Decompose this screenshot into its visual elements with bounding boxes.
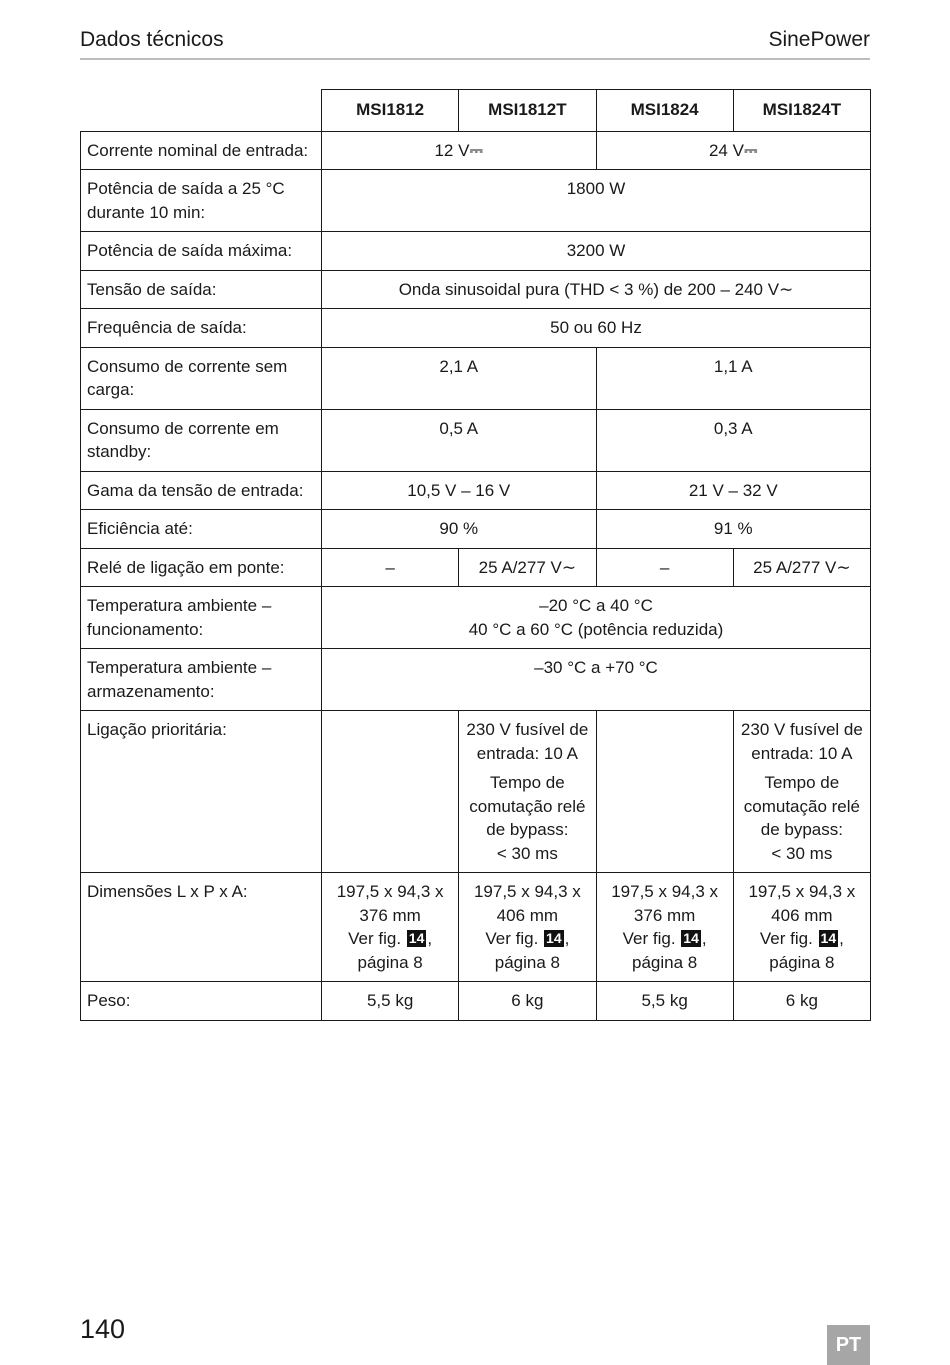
cell-value: 25 A/277 V∼ (459, 548, 596, 587)
cell-value: – (322, 548, 459, 587)
value-line: 230 V fusível de (740, 720, 863, 739)
figure-number-badge: 14 (820, 930, 837, 946)
value-line: comutação relé (469, 796, 586, 816)
cell-value: 21 V – 32 V (596, 471, 871, 510)
table-row (81, 548, 871, 587)
row-label: Tensão de saída: (81, 270, 322, 309)
cell-value: 0,5 A (322, 409, 597, 471)
row-label (81, 409, 322, 471)
row-label: Corrente nominal de entrada: (81, 131, 322, 170)
ref-suffix: , (564, 929, 570, 948)
table-row (81, 347, 871, 409)
row-label (81, 649, 322, 711)
section-title: Dados técnicos (80, 28, 224, 51)
value-line: 40 °C a 60 °C (potência reduzida) (468, 619, 724, 639)
label-line: Consumo de corrente em (87, 418, 279, 438)
cell-value (459, 711, 596, 873)
figure-reference (601, 927, 729, 951)
cell-value: 0,3 A (596, 409, 871, 471)
row-label: Gama da tensão de entrada: (81, 471, 322, 510)
cell-value: 25 A/277 V∼ (733, 548, 870, 587)
label-line: standby: (87, 442, 152, 461)
label-line: Temperatura ambiente – (87, 658, 272, 677)
model-header: MSI1812 (322, 90, 459, 132)
label-line: durante 10 min: (87, 202, 206, 222)
value-line: 376 mm (359, 905, 421, 925)
figure-reference (463, 927, 591, 951)
page-reference: página 8 (494, 952, 560, 972)
figure-reference (738, 927, 866, 951)
cell-value (459, 873, 596, 982)
model-header: MSI1824T (733, 90, 870, 132)
figure-number-badge: 14 (546, 930, 562, 946)
page-reference: página 8 (632, 952, 698, 972)
table-row (81, 270, 871, 309)
table-row (81, 873, 871, 982)
cell-value: 12 V⎓ (322, 131, 597, 170)
language-badge: PT (827, 1325, 870, 1365)
row-label (81, 587, 322, 649)
row-label: Peso: (81, 982, 322, 1021)
label-line: carga: (87, 380, 135, 399)
row-label (81, 347, 322, 409)
row-label: Dimensões L x P x A: (81, 873, 322, 982)
label-line: Temperatura ambiente – (87, 596, 272, 615)
cell-value: 91 % (596, 510, 871, 549)
ref-prefix: Ver fig. (348, 929, 402, 948)
cell-value (596, 711, 733, 873)
cell-value: 5,5 kg (596, 982, 733, 1021)
cell-value: 6 kg (733, 982, 870, 1021)
value-line: < 30 ms (771, 843, 833, 863)
table-header-row (81, 90, 871, 132)
value-line: 376 mm (633, 905, 696, 925)
header-blank-cell (81, 90, 322, 132)
fuse-text (463, 718, 591, 765)
cell-value: 10,5 V – 16 V (322, 471, 597, 510)
table-row (81, 232, 871, 271)
value-line: < 30 ms (496, 843, 558, 863)
cell-value: 90 % (322, 510, 597, 549)
ref-suffix: , (701, 929, 707, 948)
technical-data-table (80, 89, 871, 1021)
ref-prefix: Ver fig. (485, 929, 539, 948)
figure-number-badge: 14 (683, 930, 699, 946)
value-line: 230 V fusível de (466, 720, 589, 739)
cell-value: Onda sinusoidal pura (THD < 3 %) de 200 – 240 V∼ (322, 270, 871, 309)
cell-value: 24 V⎓ (596, 131, 871, 170)
value-line: de bypass: (486, 820, 569, 839)
cell-value: 5,5 kg (322, 982, 459, 1021)
cell-value (322, 711, 459, 873)
table-row (81, 982, 871, 1021)
table-row (81, 409, 871, 471)
row-label: Frequência de saída: (81, 309, 322, 348)
label-line: funcionamento: (87, 619, 204, 639)
page-reference: página 8 (357, 952, 423, 972)
cell-value: 6 kg (459, 982, 596, 1021)
ref-suffix: , (839, 929, 844, 948)
header-divider (80, 58, 870, 60)
value-line: comutação relé (743, 796, 860, 816)
product-name: SinePower (768, 28, 870, 51)
cell-value (322, 873, 459, 982)
ref-suffix: , (427, 929, 433, 948)
value-line: 197,5 x 94,3 x (611, 882, 719, 901)
value-line: entrada: 10 A (476, 743, 578, 763)
cell-value: 1800 W (322, 170, 871, 232)
value-line: 197,5 x 94,3 x (748, 882, 856, 901)
table-row (81, 131, 871, 170)
cell-value: 1,1 A (596, 347, 871, 409)
value-line: –20 °C a 40 °C (539, 596, 653, 615)
ref-prefix: Ver fig. (622, 929, 676, 948)
cell-value: – (596, 548, 733, 587)
value-line: 197,5 x 94,3 x (473, 882, 581, 901)
table-row (81, 649, 871, 711)
value-line: 406 mm (771, 905, 833, 925)
fuse-text (738, 718, 866, 765)
figure-reference (326, 927, 454, 951)
value-line: Tempo de (490, 773, 565, 792)
value-line: entrada: 10 A (751, 743, 853, 763)
page-number: 140 (80, 1314, 126, 1344)
label-line: Potência de saída a 25 °C (87, 179, 285, 198)
switch-time-text (738, 771, 866, 865)
cell-value (596, 873, 733, 982)
row-label: Eficiência até: (81, 510, 322, 549)
model-header: MSI1824 (596, 90, 733, 132)
table-row (81, 587, 871, 649)
value-line: 406 mm (496, 905, 559, 925)
switch-time-text (463, 771, 591, 865)
row-label: Potência de saída máxima: (81, 232, 322, 271)
page-reference: página 8 (769, 952, 835, 972)
row-label: Relé de ligação em ponte: (81, 548, 322, 587)
table-row (81, 471, 871, 510)
cell-value: 50 ou 60 Hz (322, 309, 871, 348)
table-row (81, 711, 871, 873)
ref-prefix: Ver fig. (759, 929, 813, 948)
label-line: Consumo de corrente sem (87, 356, 288, 376)
figure-number-badge: 14 (408, 930, 425, 946)
row-label: Ligação prioritária: (81, 711, 322, 873)
cell-value: –30 °C a +70 °C (322, 649, 871, 711)
cell-value (733, 711, 870, 873)
cell-value (322, 587, 871, 649)
label-line: armazenamento: (87, 681, 215, 701)
value-line: Tempo de (764, 773, 840, 792)
value-line: de bypass: (760, 820, 843, 839)
table-row (81, 170, 871, 232)
model-header: MSI1812T (459, 90, 596, 132)
cell-value: 3200 W (322, 232, 871, 271)
table-row (81, 309, 871, 348)
row-label (81, 170, 322, 232)
cell-value: 2,1 A (322, 347, 597, 409)
value-line: 197,5 x 94,3 x (336, 882, 444, 901)
cell-value (733, 873, 870, 982)
table-row (81, 510, 871, 549)
